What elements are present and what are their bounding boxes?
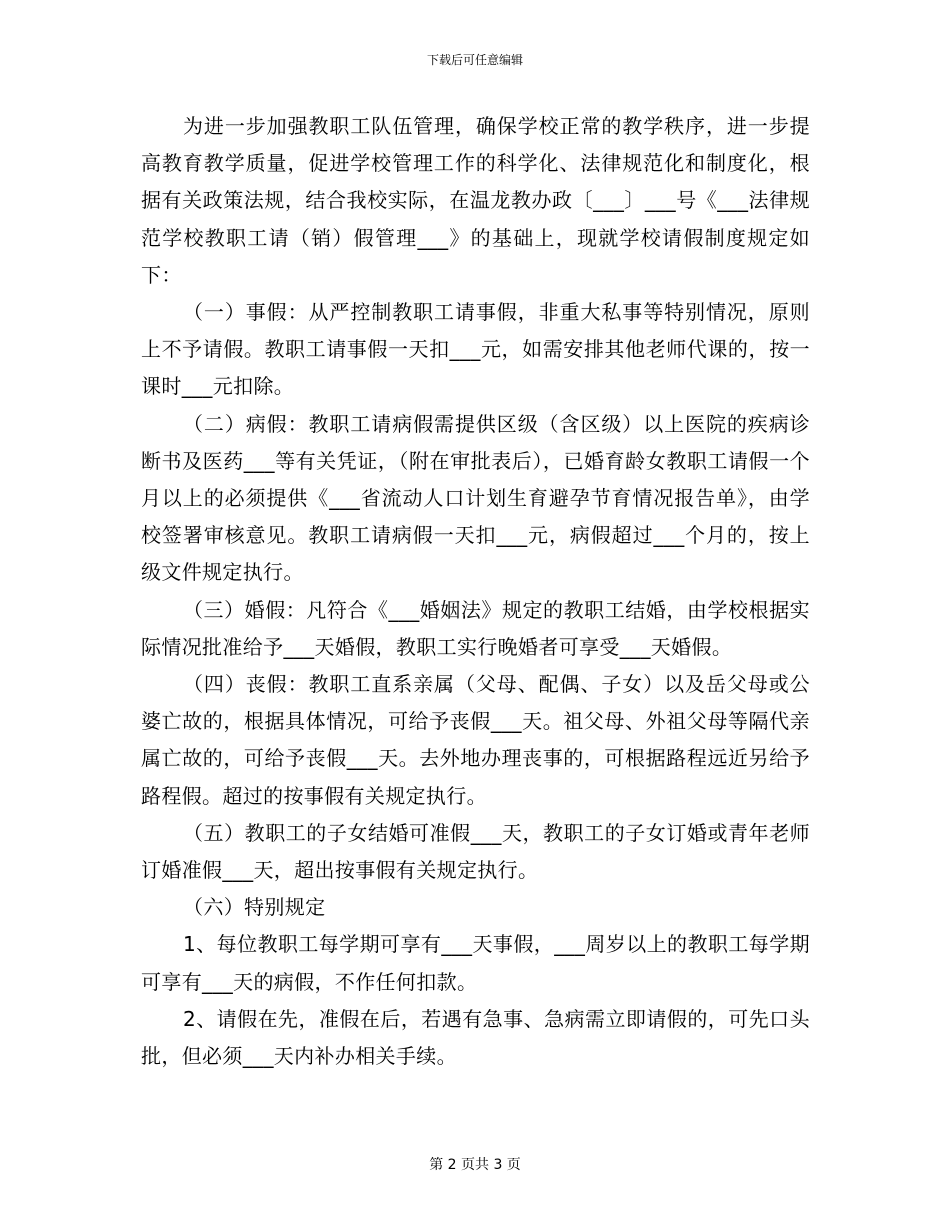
bereavement-leave-paragraph: （四）丧假：教职工直系亲属（父母、配偶、子女）以及岳父母或公婆亡故的，根据具体情况，可给予丧假___天。祖父母、外祖父母等隔代亲属亡故的，可给予丧假___天。去外地办理丧事的，可根据路程远近另给予路程假。超过的按事假有关规定执行。 — [141, 672, 810, 808]
document-body — [141, 108, 810, 1075]
page-header-note: 下载后可任意编辑 — [426, 53, 523, 67]
page-number: 第 2 页共 3 页 — [429, 1157, 521, 1173]
intro-paragraph: 为进一步加强教职工队伍管理，确保学校正常的教学秩序，进一步提高教育教学质量，促进学校管理工作的科学化、法律规范化和制度化，根据有关政策法规，结合我校实际，在温龙教办政〔___〕___号《___法律规范学校教职工请（销）假管理___》的基础上，现就学校请假制度规定如下： — [141, 114, 810, 287]
personal-leave-paragraph: （一）事假：从严控制教职工请事假，非重大私事等特别情况，原则上不予请假。教职工请事假一天扣___元，如需安排其他老师代课的，按一课时___元扣除。 — [141, 300, 810, 399]
marriage-leave-paragraph: （三）婚假：凡符合《___婚姻法》规定的教职工结婚，由学校根据实际情况批准给予___天婚假，教职工实行晚婚者可享受___天婚假。 — [141, 597, 810, 659]
children-marriage-leave-paragraph: （五）教职工的子女结婚可准假___天，教职工的子女订婚或青年老师订婚准假___天，超出按事假有关规定执行。 — [141, 820, 810, 883]
special-rules-heading: （六）特别规定 — [183, 895, 326, 920]
sick-leave-paragraph: （二）病假：教职工请病假需提供区级（含区级）以上医院的疾病诊断书及医药___等有关凭证，（附在审批表后），已婚育龄女教职工请假一个月以上的必须提供《___省流动人口计划生育避孕节育情况报告单》，由学校签署审核意见。教职工请病假一天扣___元，病假超过___个月的，按上级文件规定执行。 — [141, 411, 810, 585]
special-rule-2: 2、请假在先，准假在后，若遇有急事、急病需立即请假的，可先口头批，但必须___天内补办相关手续。 — [141, 1006, 810, 1069]
special-rule-1: 1、每位教职工每学期可享有___天事假，___周岁以上的教职工每学期可享有___天的病假，不作任何扣款。 — [141, 932, 810, 994]
